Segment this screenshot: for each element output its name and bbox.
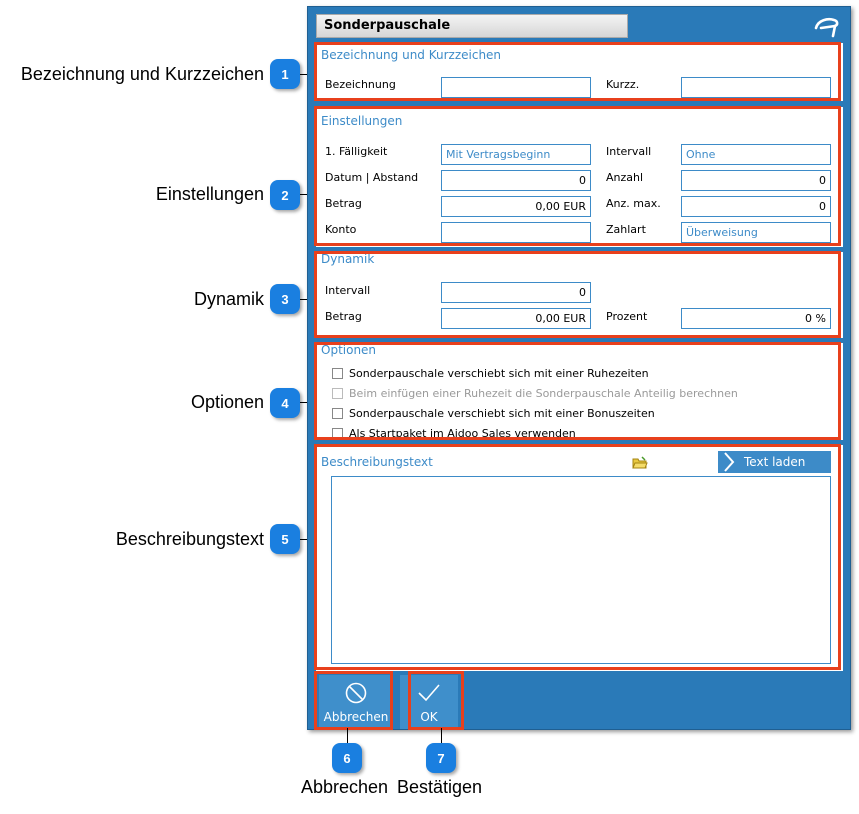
field-anz-max[interactable]: 0 xyxy=(681,196,831,217)
annotation-badge-4: 4 xyxy=(270,388,300,418)
annotation-label-5: Beschreibungstext xyxy=(115,529,264,549)
label-datum-abstand: Datum | Abstand xyxy=(325,171,419,184)
label-kurzz: Kurzz. xyxy=(606,78,640,91)
app-logo-icon xyxy=(812,15,842,39)
highlight-ok xyxy=(408,671,464,730)
annotation-leader-6 xyxy=(347,728,348,744)
text-laden-label: Text laden xyxy=(744,455,806,469)
highlight-dynamik xyxy=(314,251,841,338)
annotation-badge-1: 1 xyxy=(270,59,300,89)
annotation-badge-6: 6 xyxy=(332,743,362,773)
highlight-bezeichnung xyxy=(314,42,841,101)
highlight-optionen xyxy=(314,342,841,440)
annotation-badge-3: 3 xyxy=(270,284,300,314)
cancel-label: Abbrechen xyxy=(323,710,389,724)
highlight-einstellungen xyxy=(314,106,841,246)
field-dynamik-intervall[interactable]: 0 xyxy=(441,282,591,303)
annotation-label-6: Abbrechen xyxy=(301,777,389,797)
option-label: Sonderpauschale verschiebt sich mit einer Bonuszeiten xyxy=(349,407,655,420)
field-datum-abstand[interactable]: 0 xyxy=(441,170,591,191)
label-faelligkeit: 1. Fälligkeit xyxy=(325,145,388,158)
section-title-optionen: Optionen xyxy=(321,343,377,357)
ok-label: OK xyxy=(420,710,438,724)
section-title-bezeichnung: Bezeichnung und Kurzzeichen xyxy=(321,48,502,62)
label-dynamik-betrag: Betrag xyxy=(325,310,362,323)
label-konto: Konto xyxy=(325,223,357,236)
annotation-label-3: Dynamik xyxy=(193,289,264,309)
label-intervall: Intervall xyxy=(606,145,652,158)
option-label: Sonderpauschale verschiebt sich mit einer Ruhezeiten xyxy=(349,367,649,380)
annotation-label-7: Bestätigen xyxy=(397,777,483,797)
field-betrag[interactable]: 0,00 EUR xyxy=(441,196,591,217)
field-intervall[interactable]: Ohne xyxy=(681,144,831,165)
field-faelligkeit[interactable]: Mit Vertragsbeginn xyxy=(441,144,591,165)
highlight-beschreibung xyxy=(314,444,841,670)
label-prozent: Prozent xyxy=(606,310,648,323)
section-title-einstellungen: Einstellungen xyxy=(321,114,403,128)
field-anzahl[interactable]: 0 xyxy=(681,170,831,191)
annotation-leader-7 xyxy=(441,728,442,744)
field-prozent[interactable]: 0 % xyxy=(681,308,831,329)
label-betrag: Betrag xyxy=(325,197,362,210)
option-label: Als Startpaket im Aidoo Sales verwenden xyxy=(349,427,576,440)
option-label: Beim einfügen einer Ruhezeit die Sonderpauschale Anteilig berechnen xyxy=(349,387,738,400)
label-anzahl: Anzahl xyxy=(606,171,644,184)
field-dynamik-betrag[interactable]: 0,00 EUR xyxy=(441,308,591,329)
annotation-label-4: Optionen xyxy=(190,392,264,412)
label-dynamik-intervall: Intervall xyxy=(325,284,371,297)
label-zahlart: Zahlart xyxy=(606,223,646,236)
annotation-badge-7: 7 xyxy=(426,743,456,773)
title-bar xyxy=(316,14,628,38)
annotation-label-2: Einstellungen xyxy=(155,184,264,204)
highlight-cancel xyxy=(314,671,393,730)
annotation-badge-2: 2 xyxy=(270,180,300,210)
label-anz-max: Anz. max. xyxy=(606,197,661,210)
section-title-beschreibung: Beschreibungstext xyxy=(321,455,433,469)
label-bezeichnung: Bezeichnung xyxy=(325,78,396,91)
window-title: Sonderpauschale xyxy=(324,18,451,33)
annotation-badge-5: 5 xyxy=(270,524,300,554)
annotation-label-1: Bezeichnung und Kurzzeichen xyxy=(20,64,264,84)
section-title-dynamik: Dynamik xyxy=(321,252,375,266)
field-zahlart[interactable]: Überweisung xyxy=(681,222,831,243)
